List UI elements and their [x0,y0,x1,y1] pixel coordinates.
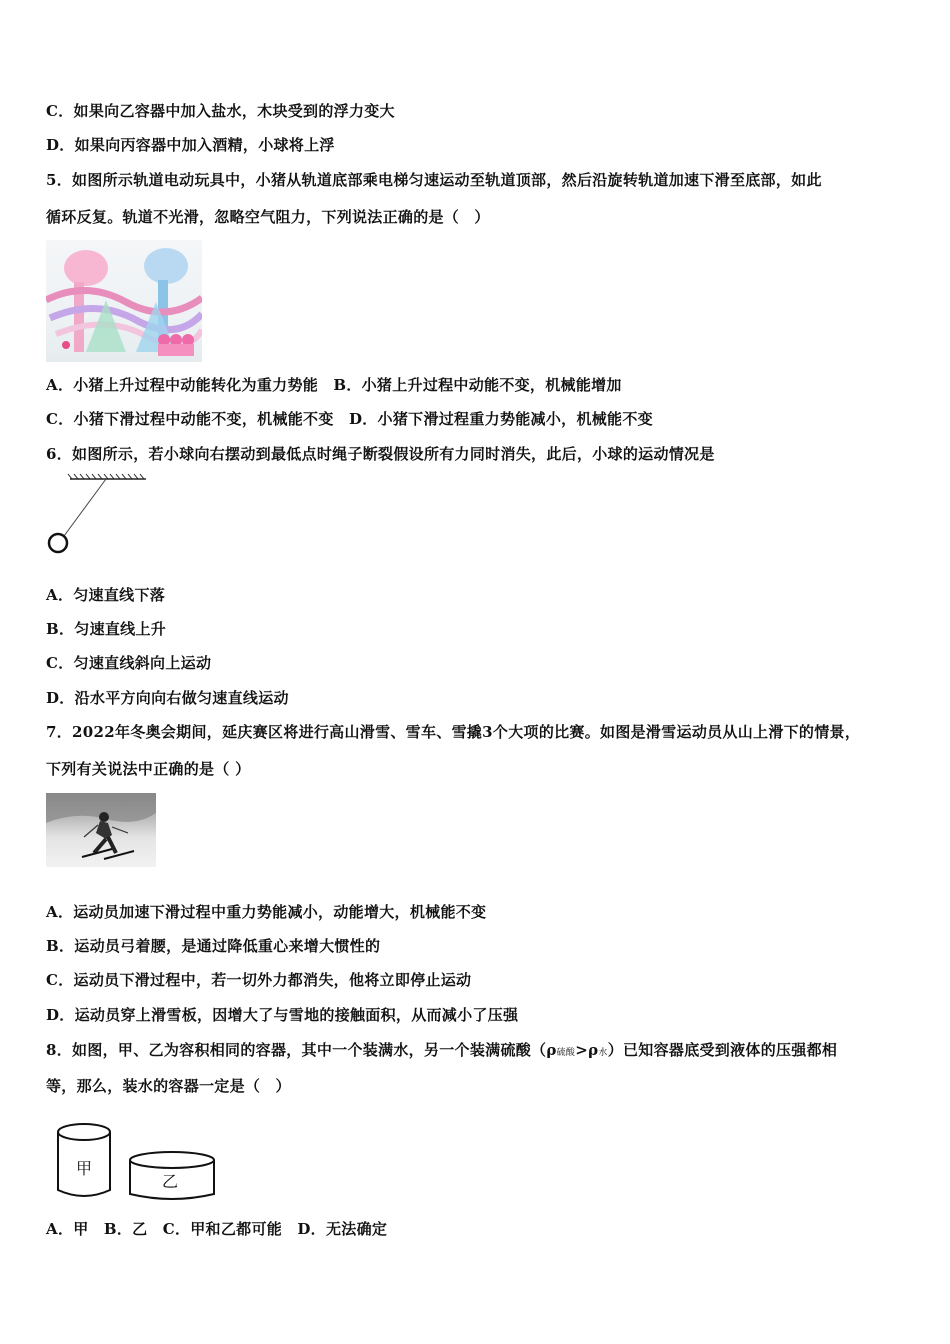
line-q4-c: C．如果向乙容器中加入盐水，木块受到的浮力变大 [46,102,395,120]
q8-stem-pre: 8．如图，甲、乙为容积相同的容器，其中一个装满水，另一个装满硫酸（ρ [46,1041,557,1059]
q7-stem-line2: 下列有关说法中正确的是（ ） [46,760,251,778]
q8-options: A．甲 B．乙 C．甲和乙都可能 D．无法确定 [46,1220,388,1238]
q6-option-d: D．沿水平方向向右做匀速直线运动 [46,689,289,707]
q8-stem-mid: >ρ [575,1041,599,1059]
q5-options-cd: C．小猪下滑过程中动能不变，机械能不变 D．小猪下滑过程重力势能减小，机械能不变 [46,410,653,428]
q6-stem: 6．如图所示，若小球向右摆动到最低点时绳子断裂假设所有力同时消失，此后，小球的运动情况是 [46,445,715,463]
toy-track-illustration [46,240,202,362]
label-yi: 乙 [162,1172,179,1191]
q7-option-a: A．运动员加速下滑过程中重力势能减小，动能增大，机械能不变 [46,903,487,921]
q8-stem-line1 [46,1040,837,1063]
q8-stem-line2: 等，那么，装水的容器一定是（ ） [46,1077,291,1095]
q7-option-d: D．运动员穿上滑雪板，因增大了与雪地的接触面积，从而减小了压强 [46,1006,519,1024]
subscript-water: 水 [598,1048,608,1058]
q7-stem-line1: 7．2022年冬奥会期间，延庆赛区将进行高山滑雪、雪车、雪撬3个大项的比赛。如图是滑雪运动员从山上滑下的情景， [46,723,861,741]
q6-option-a: A．匀速直线下落 [46,586,166,604]
q5-options-ab: A．小猪上升过程中动能转化为重力势能 B．小猪上升过程中动能不变，机械能增加 [46,376,622,394]
q7-option-c: C．运动员下滑过程中，若一切外力都消失，他将立即停止运动 [46,971,472,989]
line-q4-d: D．如果向丙容器中加入酒精，小球将上浮 [46,136,335,154]
skier-illustration [46,793,156,867]
pendulum-figure [44,473,154,558]
q6-option-b: B．匀速直线上升 [46,620,167,638]
q5-stem-line2: 循环反复。轨道不光滑，忽略空气阻力，下列说法正确的是（ ） [46,208,490,226]
skier-photo [46,793,156,867]
toy-track-photo [46,240,202,362]
q7-option-b: B．运动员弓着腰，是通过降低重心来增大惯性的 [46,937,381,955]
q6-option-c: C．匀速直线斜向上运动 [46,654,212,672]
label-jia: 甲 [76,1159,93,1178]
subscript-sulfuric: 硫酸 [556,1048,576,1058]
q8-stem-post: ）已知容器底受到液体的压强都相 [607,1041,838,1059]
q5-stem-line1: 5．如图所示轨道电动玩具中，小猪从轨道底部乘电梯匀速运动至轨道顶部，然后沿旋转轨道加速下滑至底部，如此 [46,171,822,189]
